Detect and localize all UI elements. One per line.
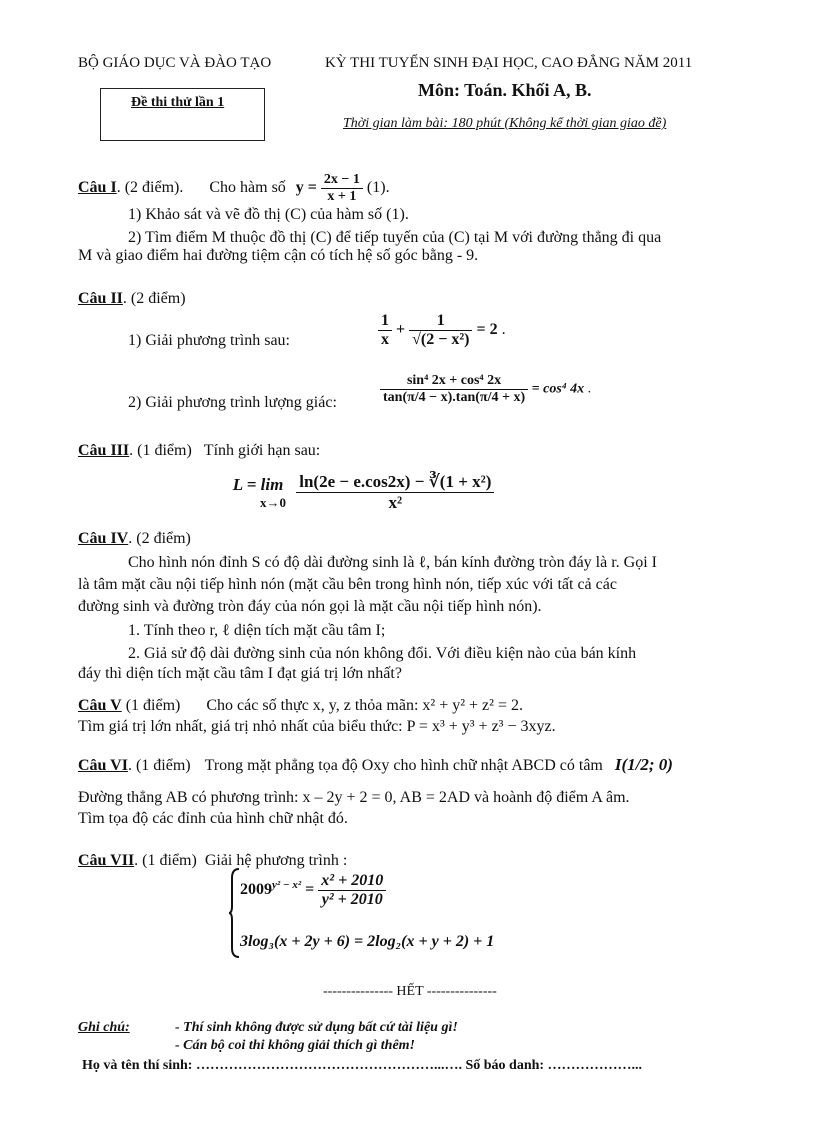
q6-line3: Tìm tọa độ các đỉnh của hình chữ nhật đó.	[78, 810, 348, 827]
system-brace	[228, 868, 240, 958]
q4-line1: Cho hình nón đỉnh S có độ dài đường sinh là ℓ, bán kính đường tròn đáy là r. Gọi I	[128, 554, 657, 571]
duration-line: Thời gian làm bài: 180 phút (Không kể thời gian giao đề)	[343, 116, 667, 131]
q2-label: Câu II	[78, 290, 123, 307]
q4-heading	[78, 530, 191, 548]
q7-label: Câu VII	[78, 852, 135, 869]
q7-intro: Giải hệ phương trình :	[204, 852, 348, 869]
q1-heading: Câu I. (2 điểm). Cho hàm số y = $\frac{2x - 1}{x + 1}$ (1).	[78, 172, 390, 204]
q3-points: . (1 điểm)	[129, 442, 192, 459]
q1-func-tag: (1).	[366, 179, 390, 197]
q5-heading	[78, 697, 523, 715]
q2-part2: 2) Giải phương trình lượng giác:	[128, 394, 337, 411]
exam-title: KỲ THI TUYỂN SINH ĐẠI HỌC, CAO ĐẲNG NĂM 2011	[325, 55, 693, 71]
q4-item2b: đáy thì diện tích mặt cầu tâm I đạt giá trị lớn nhất?	[78, 665, 402, 682]
q7-eq1-exp: y² − x²	[272, 878, 302, 891]
candidate-name-line: Họ và tên thí sinh: ……………………………………………...…. Số báo danh: ………………...	[82, 1058, 643, 1073]
q2-equation2: $\frac{\text{sin⁴ 2x + cos⁴ 2x}}{\tan(\pi/4 - x).\tan(\pi/4 + x)}$ = cos⁴ 4x .	[380, 373, 591, 406]
q3-den: x²	[296, 492, 494, 513]
q5-line1: Cho các số thực x, y, z thỏa mãn: x² + y² + z² = 2.	[206, 697, 523, 714]
note-label: Ghi chú:	[78, 1020, 130, 1035]
q3-num: ln(2e − e.cos2x) − ∛(1 + x²)	[299, 472, 492, 491]
q4-item2a: 2. Giả sử độ dài đường sinh của nón không đổi. Với điều kiện nào của bán kính	[128, 645, 637, 662]
q4-line3: đường sinh và đường tròn đáy của nón gọi là mặt cầu nội tiếp hình nón).	[78, 598, 542, 615]
q6-points: . (1 điểm)	[127, 757, 191, 774]
q2-equation1: $\frac{1}{x}$ + $\frac{1}{\text{√(2 − x²)}}$ = 2 .	[378, 312, 506, 349]
q6-heading	[78, 755, 673, 775]
q7-equation1: $2009^{y^2 - x^2}$ = $\frac{\text{x² + 2010}}{\text{y² + 2010}}$	[240, 872, 386, 909]
q2-heading	[78, 290, 186, 308]
q6-line2: Đường thẳng AB có phương trình: x – 2y + 2 = 0, AB = 2AD và hoành độ điểm A âm.	[78, 789, 630, 806]
q7-equation2: 3log₃(x + 2y + 6) = 2log₂(x + y + 2) + 1	[240, 933, 495, 950]
q3-lhs: L = lim	[232, 474, 284, 494]
q4-line2: là tâm mặt cầu nội tiếp hình nón (mặt cầu bên trong hình nón, tiếp xúc với tất cả các	[78, 576, 617, 593]
q4-label: Câu IV	[78, 530, 129, 547]
q5-line2: Tìm giá trị lớn nhất, giá trị nhỏ nhất của biểu thức: P = x³ + y³ + z³ − 3xyz.	[78, 718, 556, 735]
q7-heading	[78, 852, 347, 870]
q5-points: (1 điểm)	[121, 697, 181, 714]
ministry-name: BỘ GIÁO DỤC VÀ ĐÀO TẠO	[78, 55, 272, 71]
trial-label: Đề thi thử lần 1	[131, 95, 225, 110]
q6-line1: Trong mặt phẳng tọa độ Oxy cho hình chữ nhật ABCD có tâm	[204, 757, 603, 774]
q1-part1: 1) Khảo sát và vẽ đồ thị (C) của hàm số (1).	[128, 206, 409, 223]
q1-intro: Cho hàm số	[209, 179, 286, 197]
q2-points: . (2 điểm)	[122, 290, 186, 307]
q2-eq2-num: sin⁴ 2x + cos⁴ 2x	[406, 373, 502, 388]
q3-limit	[230, 472, 494, 513]
q1-part2b: M và giao điểm hai đường tiệm cận có tích hệ số góc bằng - 9.	[78, 247, 479, 264]
q7-points: . (1 điểm)	[134, 852, 197, 869]
q1-label: Câu I	[78, 179, 117, 197]
q1-func-den: x + 1	[321, 188, 363, 205]
end-marker: --------------- HẾT ---------------	[323, 984, 497, 999]
note-2: - Cán bộ coi thi không giải thích gì thêm!	[175, 1038, 415, 1053]
q5-label: Câu V	[78, 697, 122, 714]
q2-eq2-den: tan(π/4 − x).tan(π/4 + x)	[380, 389, 528, 406]
q1-func-num: 2x − 1	[323, 172, 360, 187]
q1-function	[321, 172, 363, 205]
q2-part1: 1) Giải phương trình sau:	[128, 332, 290, 349]
q3-intro: Tính giới hạn sau:	[203, 442, 321, 459]
q1-points: . (2 điểm).	[116, 179, 184, 197]
q4-points: . (2 điểm)	[128, 530, 191, 547]
q6-label: Câu VI	[78, 757, 128, 774]
q3-limit-sub: x→0	[260, 494, 286, 510]
q7-eq1-num: x² + 2010	[321, 872, 384, 889]
q1-part2a: 2) Tìm điểm M thuộc đồ thị (C) để tiếp tuyến của (C) tại M với đường thẳng đi qua	[128, 229, 662, 246]
q3-heading	[78, 442, 320, 460]
q7-eq1-den: y² + 2010	[318, 890, 386, 909]
q4-item1: 1. Tính theo r, ℓ diện tích mặt cầu tâm I;	[128, 622, 386, 639]
q3-label: Câu III	[78, 442, 130, 459]
note-1: - Thí sinh không được sử dụng bất cứ tài liệu gì!	[175, 1020, 458, 1035]
q2-eq1-rhs: = 2	[476, 321, 498, 339]
q7-eq1-lhs: 2009	[240, 881, 272, 899]
subject-line: Môn: Toán. Khối A, B.	[418, 80, 592, 100]
q6-center: I(1/2; 0)	[614, 755, 673, 774]
q2-eq2-rhs: = cos⁴ 4x	[531, 381, 585, 397]
